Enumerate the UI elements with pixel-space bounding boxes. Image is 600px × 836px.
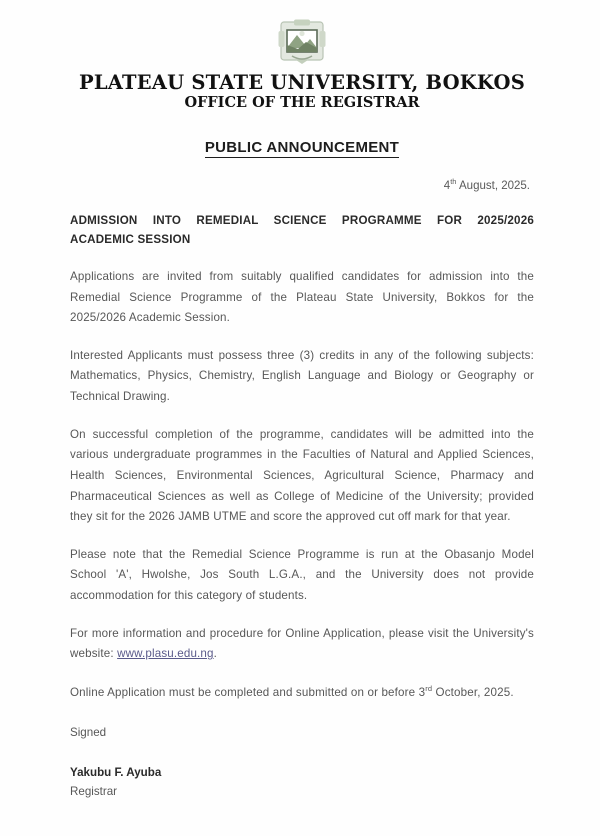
office-name: OFFICE OF THE REGISTRAR bbox=[184, 93, 420, 111]
subject-heading-line-1: ADMISSION INTO REMEDIAL SCIENCE PROGRAMME FOR 2025/2026 bbox=[70, 214, 534, 228]
more-information-text-end: . bbox=[213, 647, 217, 661]
deadline-ordinal-suffix: rd bbox=[425, 683, 433, 693]
paragraph-deadline bbox=[70, 682, 534, 703]
subject-heading bbox=[70, 212, 534, 250]
announcement-heading: PUBLIC ANNOUNCEMENT bbox=[204, 138, 400, 156]
paragraph-applications-invited: Applications are invited from suitably qualified candidates for admission into the Remedial Science Programme of the Plateau State University, Bokkos for the 2025/2026 Academic Session. bbox=[70, 269, 534, 325]
paragraph-entry-requirements: Interested Applicants must possess three (3) credits in any of the following subjects: Mathematics, Physics, Chemistry, English Language and Biology or Geography or Technical Drawing. bbox=[70, 348, 534, 404]
signatory-name: Yakubu F. Ayuba bbox=[70, 766, 162, 780]
signatory-title: Registrar bbox=[70, 785, 118, 799]
university-website-link[interactable]: www.plasu.edu.ng bbox=[117, 647, 214, 661]
date-day: 4 bbox=[443, 179, 451, 192]
paragraph-progression-faculties: On successful completion of the programme, candidates will be admitted into the various undergraduate programmes in the Faculties of Natural and Applied Sciences, Health Sciences, Environmental Sciences, Agricultural Science, Pharmacy and Pharmaceutical Sciences as well as College of Medicine of the University; provided they sit for the 2026 JAMB UTME and score the approved cut off mark for that year. bbox=[70, 427, 534, 524]
more-information-text: For more information and procedure for Online Application, please visit the University's website: bbox=[70, 626, 534, 661]
letterhead bbox=[70, 18, 534, 112]
university-name: PLATEAU STATE UNIVERSITY, BOKKOS bbox=[78, 71, 525, 94]
paragraph-venue-accommodation: Please note that the Remedial Science Programme is run at the Obasanjo Model School 'A', Hwolshe, Jos South L.G.A., and the University does not provide accommodation for this category of students. bbox=[70, 547, 534, 603]
document-date bbox=[70, 177, 534, 192]
paragraph-more-information bbox=[70, 624, 534, 665]
deadline-text-after: October, 2025. bbox=[432, 685, 514, 699]
university-crest-icon bbox=[276, 18, 328, 66]
date-ordinal-suffix: th bbox=[450, 176, 457, 186]
deadline-text-before: Online Application must be completed and submitted on or before 3 bbox=[70, 685, 426, 699]
date-month-year: August, 2025. bbox=[456, 179, 530, 192]
subject-heading-line-2: ACADEMIC SESSION bbox=[70, 233, 191, 247]
signed-label: Signed bbox=[70, 726, 107, 740]
announcement-heading-wrap bbox=[70, 139, 534, 158]
